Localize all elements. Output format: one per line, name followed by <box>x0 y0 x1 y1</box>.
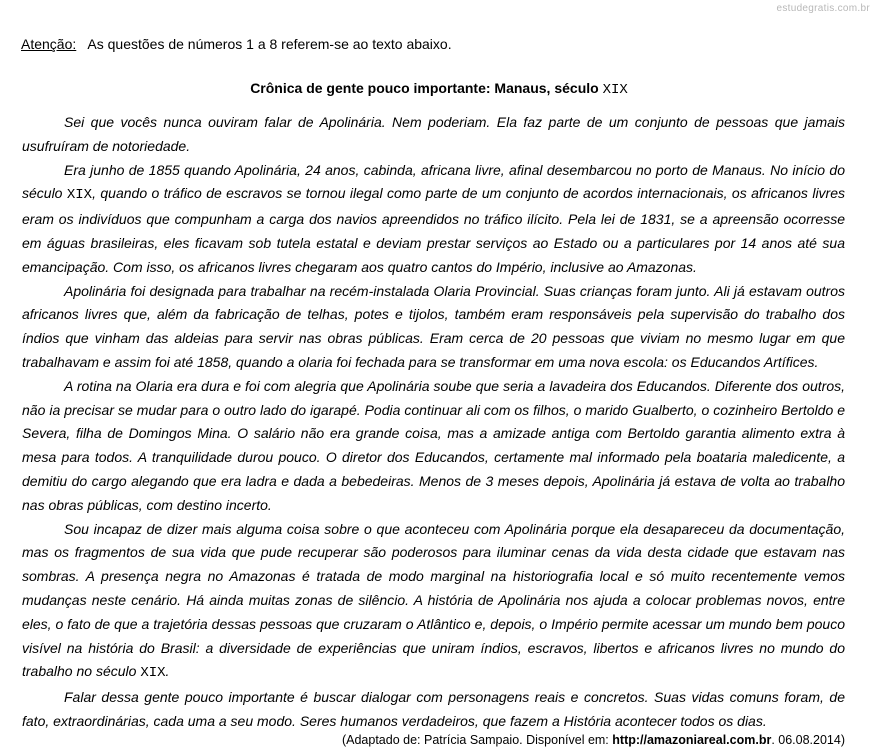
instructions-text: As questões de números 1 a 8 referem-se ao texto abaixo. <box>87 36 452 52</box>
title-main: Crônica de gente pouco importante: Manaus, século <box>250 80 603 96</box>
paragraph-5: Sou incapaz de dizer mais alguma coisa sobre o que aconteceu com Apolinária porque ela desapareceu da documentação, mas os fragmentos de sua vida que pude recuperar são poderosos para iluminar cenas da vida desta cidade que estavam nas sombras. A presença negra no Amazonas é tratada de modo marginal na historiografia local e só muito recentemente vemos mudanças neste cenário. Há ainda muitas zonas de silêncio. A história de Apolinária nos ajuda a colocar problemas novos, entre eles, o fato de que a trajetória dessas pessoas que cruzaram o Atlântico e, depois, o Império permite acessar um mundo bem pouco visível na história do Brasil: a diversidade de experiências que uniram índios, escravos, libertos e africanos livres no mundo do trabalho no século XIX. <box>22 520 845 682</box>
source-prefix: (Adaptado de: Patrícia Sampaio. Disponível em: <box>341 733 613 747</box>
source-citation <box>342 733 845 747</box>
source-url: http://amazoniareal.com.br <box>612 733 772 747</box>
paragraph-3: Apolinária foi designada para trabalhar na recém-instalada Olaria Provincial. Suas crianças foram junto. Ali já estavam outros africanos livres que, além da fabricação de telhas, potes e tijolos, também eram responsáveis pela supervisão do trabalho dos índios que vinham das aldeias para servir nas obras públicas. Eram cerca de 20 pessoas que viviam no mesmo lugar em que trabalhavam e assim foi até 1858, quando a olaria foi fechada para se transformar em uma nova escola: os Educandos Artífices. <box>22 282 845 370</box>
text-title <box>0 80 878 98</box>
watermark: estudegratis.com.br <box>776 3 870 14</box>
paragraph-1: Sei que vocês nunca ouviram falar de Apolinária. Nem poderiam. Ela faz parte de um conjunto de pessoas que jamais usufruíram de notoriedade. <box>22 114 845 154</box>
paragraph-4: A rotina na Olaria era dura e foi com alegria que Apolinária soube que seria a lavadeira dos Educandos. Diferente dos outros, não ia precisar se mudar para o outro lado do igarapé. Podia continuar ali com os filhos, o marido Gualberto, o cozinheiro Bertoldo e Severa, filha de Domingos Mina. O salário não era grande coisa, mas a amizade antiga com Bertoldo garantia alimento extra à mesa para todos. A tranquilidade durou pouco. O diretor dos Educandos, certamente mal informado pela boataria maledicente, a demitiu do cargo alegando que era ladra e dada a bebedeiras. Menos de 3 meses depois, Apolinária já estava de volta ao trabalho nas obras públicas, com destino incerto. <box>22 377 845 513</box>
attention-label: Atenção: <box>21 36 77 52</box>
paragraph-2: Era junho de 1855 quando Apolinária, 24 anos, cabinda, africana livre, afinal desembarcou no porto de Manaus. No início do século XIX, quando o tráfico de escravos se tornou ilegal como parte de um conjunto de acordos internacionais, os africanos livres eram os indivíduos que compunham a carga dos navios apreendidos no tráfico ilícito. Pela lei de 1831, se a apreensão ocorresse em águas brasileiras, eles ficavam sob tutela estatal e deviam prestar serviços ao Estado ou a particulares por 14 anos até sua emancipação. Com isso, os africanos livres chegaram aos quatro cantos do Império, inclusive ao Amazonas. <box>22 161 845 275</box>
source-suffix: . 06.08.2014) <box>771 733 845 747</box>
article-body <box>22 111 845 734</box>
instructions <box>21 36 452 52</box>
title-century: XIX <box>602 82 628 98</box>
paragraph-6: Falar dessa gente pouco importante é buscar dialogar com personagens reais e concretos. Suas vidas comuns foram, de fato, extraordinárias, cada uma a seu modo. Seres humanos verdadeiros, que fazem a História acontecer todos os dias. <box>22 689 845 729</box>
